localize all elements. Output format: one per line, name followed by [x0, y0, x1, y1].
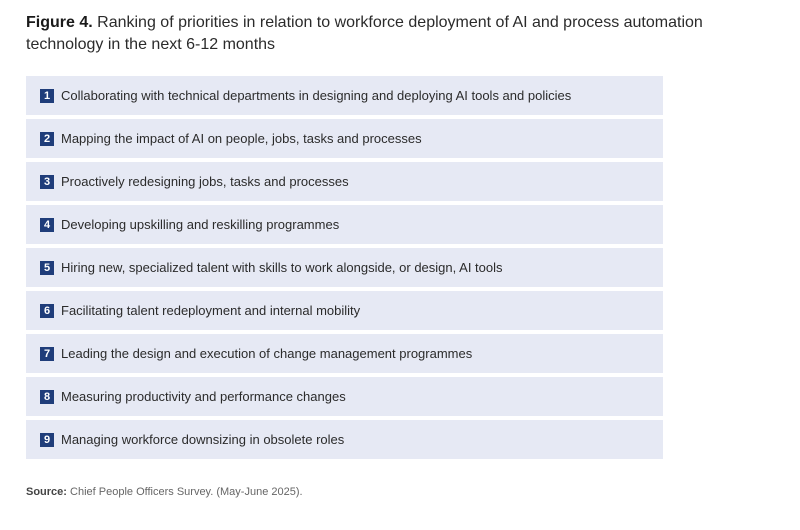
- rank-badge: 4: [40, 218, 54, 232]
- priority-text: Leading the design and execution of change management programmes: [61, 346, 473, 361]
- priority-ranking-list: [26, 76, 663, 463]
- source-text: Chief People Officers Survey. (May-June 2025).: [70, 486, 303, 498]
- list-item: [26, 377, 663, 416]
- priority-text: Facilitating talent redeployment and internal mobility: [61, 303, 361, 318]
- figure-label: Figure 4.: [26, 14, 93, 31]
- source-note: [26, 486, 303, 498]
- rank-badge: 8: [40, 390, 54, 404]
- list-item: [26, 248, 663, 287]
- figure-title-text: Ranking of priorities in relation to workforce deployment of AI and process automation technology in the next 6-12 months: [26, 14, 703, 53]
- rank-badge: 6: [40, 304, 54, 318]
- list-item: [26, 119, 663, 158]
- list-item: [26, 334, 663, 373]
- list-item: [26, 205, 663, 244]
- rank-badge: 2: [40, 132, 54, 146]
- rank-badge: 5: [40, 261, 54, 275]
- list-item: [26, 420, 663, 459]
- priority-text: Collaborating with technical departments in designing and deploying AI tools and policies: [61, 88, 572, 103]
- rank-badge: 3: [40, 175, 54, 189]
- priority-text: Mapping the impact of AI on people, jobs, tasks and processes: [61, 131, 422, 146]
- priority-text: Proactively redesigning jobs, tasks and processes: [61, 174, 349, 189]
- rank-badge: 9: [40, 433, 54, 447]
- rank-badge: 1: [40, 89, 54, 103]
- list-item: [26, 76, 663, 115]
- priority-text: Developing upskilling and reskilling programmes: [61, 217, 340, 232]
- priority-text: Managing workforce downsizing in obsolete roles: [61, 432, 345, 447]
- figure-title: [26, 12, 726, 56]
- priority-text: Hiring new, specialized talent with skills to work alongside, or design, AI tools: [61, 260, 503, 275]
- priority-text: Measuring productivity and performance changes: [61, 389, 346, 404]
- source-label: Source:: [26, 486, 67, 498]
- list-item: [26, 291, 663, 330]
- rank-badge: 7: [40, 347, 54, 361]
- list-item: [26, 162, 663, 201]
